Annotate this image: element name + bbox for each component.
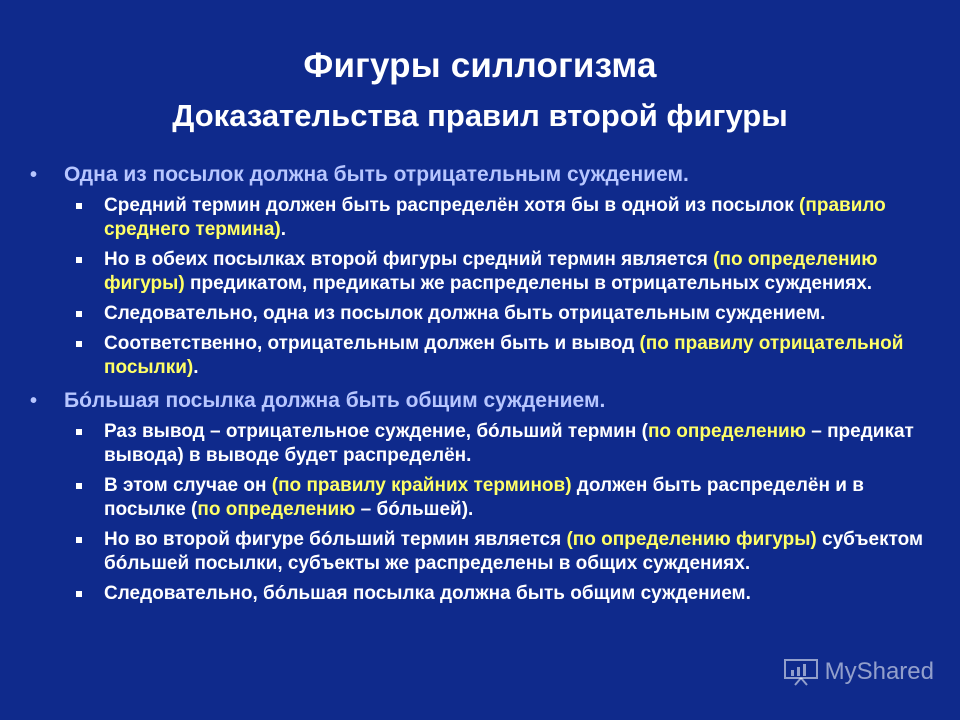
sub-bullet-text: В этом случае он bbox=[104, 475, 272, 496]
slide-subtitle: Доказательства правил второй фигуры bbox=[172, 98, 788, 133]
sub-bullet-text: . bbox=[193, 357, 199, 378]
square-bullet-icon bbox=[76, 537, 82, 543]
highlight-text: (правило среднего термина) bbox=[104, 195, 886, 240]
bullet-heading-negative-premise bbox=[0, 162, 960, 188]
square-bullet-icon bbox=[76, 203, 82, 209]
sub-bullet-text: – предикат вывода) в выводе будет распределён. bbox=[104, 421, 914, 466]
bullet-heading-text: Бóльшая посылка должна быть общим суждением. bbox=[64, 389, 606, 412]
sub-bullet bbox=[0, 474, 960, 522]
highlight-text: (по определению фигуры) bbox=[104, 249, 878, 294]
watermark bbox=[783, 658, 934, 686]
sub-bullet-text: субъектом бóльшей посылки, субъекты же распределены в общих суждениях. bbox=[104, 529, 924, 574]
sub-bullet-text: Но в обеих посылках второй фигуры средний термин является bbox=[104, 249, 714, 270]
highlight-text: по определению bbox=[197, 499, 356, 520]
highlight-text: (по правилу крайних терминов) bbox=[271, 475, 572, 496]
watermark-text: MyShared bbox=[824, 658, 934, 685]
sub-bullet bbox=[0, 528, 960, 576]
square-bullet-icon bbox=[76, 483, 82, 489]
sub-bullet bbox=[0, 332, 960, 380]
sub-bullet-text: должен быть распределён и в посылке ( bbox=[104, 475, 864, 520]
bullet-heading-text: Одна из посылок должна быть отрицательным суждением. bbox=[64, 163, 689, 186]
highlight-text: (по правилу отрицательной посылки) bbox=[104, 333, 904, 378]
square-bullet-icon bbox=[76, 257, 82, 263]
sub-bullet-text: . bbox=[280, 219, 287, 240]
presentation-screen-icon bbox=[783, 658, 819, 686]
slide-title: Фигуры силлогизма bbox=[303, 46, 657, 85]
sub-bullet bbox=[0, 194, 960, 242]
sub-bullet-text: Раз вывод – отрицательное суждение, бóльший термин ( bbox=[104, 421, 648, 442]
bullet-dot-icon: • bbox=[30, 164, 38, 186]
sub-bullet-text: Но во второй фигуре бóльший термин является bbox=[104, 529, 567, 550]
bullet-heading-major-premise bbox=[0, 388, 960, 414]
sub-bullet-text: Следовательно, одна из посылок должна быть отрицательным суждением. bbox=[104, 303, 826, 324]
sub-bullet-text: – бóльшей). bbox=[355, 499, 474, 520]
bullet-dot-icon: • bbox=[30, 390, 38, 412]
highlight-text: по определению bbox=[647, 421, 806, 442]
sub-bullet-text: предикатом, предикаты же распределены в отрицательных суждениях. bbox=[184, 273, 873, 294]
square-bullet-icon bbox=[76, 311, 82, 317]
sub-bullet bbox=[0, 248, 960, 296]
sub-bullet bbox=[0, 302, 960, 326]
square-bullet-icon bbox=[76, 591, 82, 597]
square-bullet-icon bbox=[76, 429, 82, 435]
sub-bullet bbox=[0, 582, 960, 606]
sub-bullet-text: Соответственно, отрицательным должен быть и вывод bbox=[104, 333, 640, 354]
square-bullet-icon bbox=[76, 341, 82, 347]
sub-bullet-text: Следовательно, бóльшая посылка должна быть общим суждением. bbox=[104, 583, 751, 604]
sub-bullet bbox=[0, 420, 960, 468]
sub-bullet-text: Средний термин должен быть распределён хотя бы в одной из посылок bbox=[104, 195, 800, 216]
bullet-list bbox=[0, 154, 960, 606]
highlight-text: (по определению фигуры) bbox=[566, 529, 817, 550]
